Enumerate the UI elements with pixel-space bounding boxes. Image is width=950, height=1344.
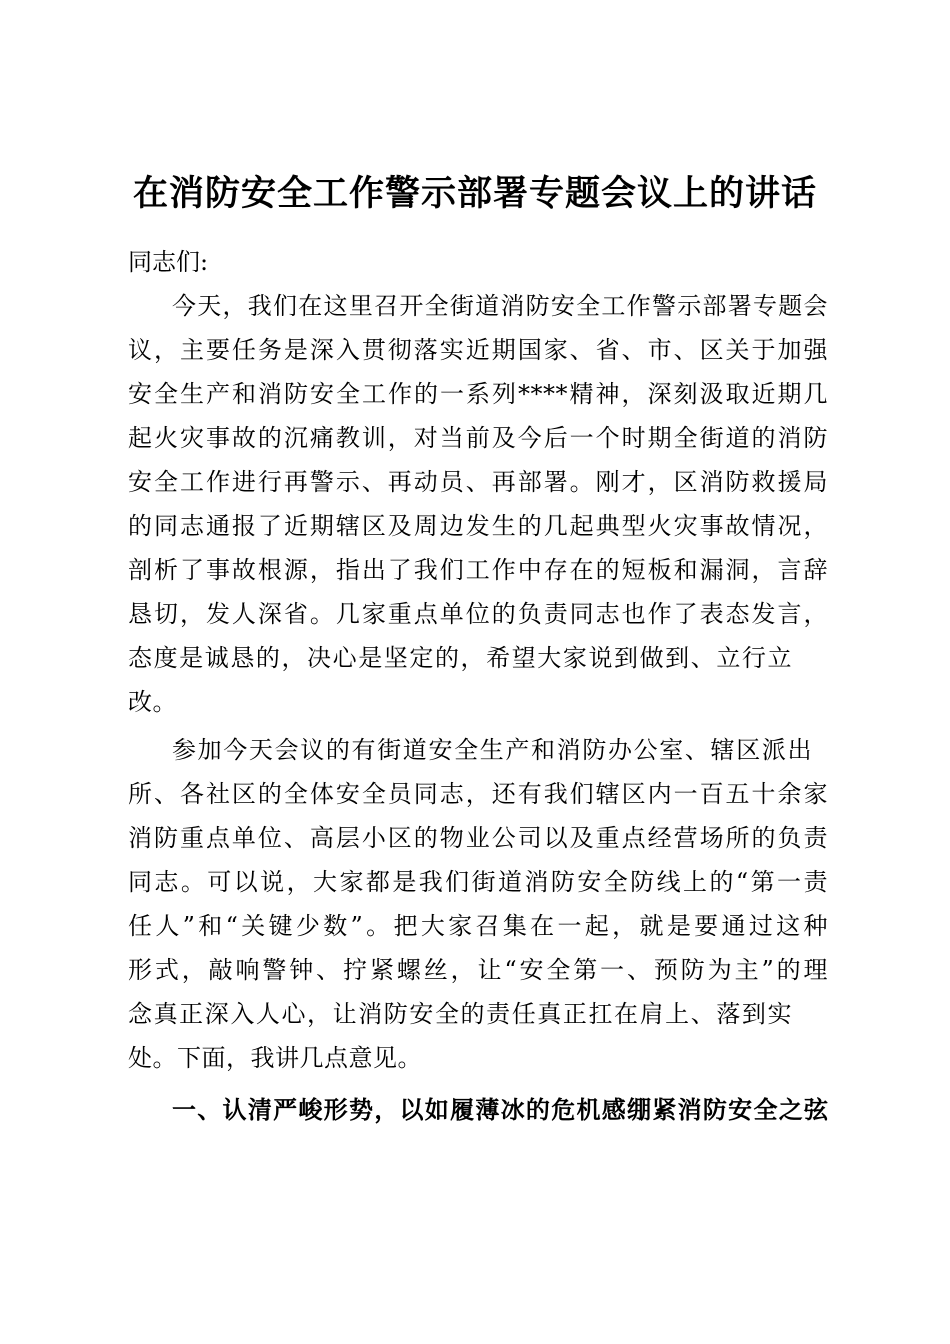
- paragraph-line: 所、各社区的全体安全员同志，还有我们辖区内一百五十余家: [128, 780, 828, 808]
- paragraph-line: 剖析了事故根源，指出了我们工作中存在的短板和漏洞，言辞: [128, 556, 828, 584]
- paragraph-line: 念真正深入人心，让消防安全的责任真正扛在肩上、落到实: [128, 1000, 792, 1028]
- paragraph-2: [128, 728, 828, 1080]
- paragraph-line: 的同志通报了近期辖区及周边发生的几起典型火灾事故情况，: [128, 512, 828, 540]
- section-heading: 一、认清严峻形势，以如履薄冰的危机感绷紧消防安全之弦: [172, 1095, 828, 1124]
- paragraph-line: 起火灾事故的沉痛教训，对当前及今后一个时期全街道的消防: [128, 424, 828, 452]
- paragraph-line: 安全工作进行再警示、再动员、再部署。刚才，区消防救援局: [128, 468, 828, 496]
- paragraph-line: 处。下面，我讲几点意见。: [128, 1044, 422, 1072]
- salutation: 同志们:: [128, 248, 209, 276]
- paragraph-line: 任人”和“关键少数”。把大家召集在一起，就是要通过这种: [128, 912, 828, 940]
- paragraph-line: 消防重点单位、高层小区的物业公司以及重点经营场所的负责: [128, 824, 828, 852]
- paragraph-line: 安全生产和消防安全工作的一系列****精神，深刻汲取近期几: [128, 380, 828, 408]
- paragraph-line: 态度是诚恳的，决心是坚定的，希望大家说到做到、立行立: [128, 644, 792, 672]
- paragraph-line: 恳切，发人深省。几家重点单位的负责同志也作了表态发言，: [128, 600, 828, 628]
- paragraph-1: [128, 284, 828, 724]
- paragraph-line: 形式，敲响警钟、拧紧螺丝，让“安全第一、预防为主”的理: [128, 956, 828, 984]
- paragraph-line: 议，主要任务是深入贯彻落实近期国家、省、市、区关于加强: [128, 336, 828, 364]
- paragraph-line: 改。: [128, 688, 177, 716]
- document-title: 在消防安全工作警示部署专题会议上的讲话: [132, 173, 817, 214]
- paragraph-line: 参加今天会议的有街道安全生产和消防办公室、辖区派出: [172, 736, 812, 764]
- paragraph-line: 今天，我们在这里召开全街道消防安全工作警示部署专题会: [172, 292, 828, 320]
- paragraph-line: 同志。可以说，大家都是我们街道消防安全防线上的“第一责: [128, 868, 828, 896]
